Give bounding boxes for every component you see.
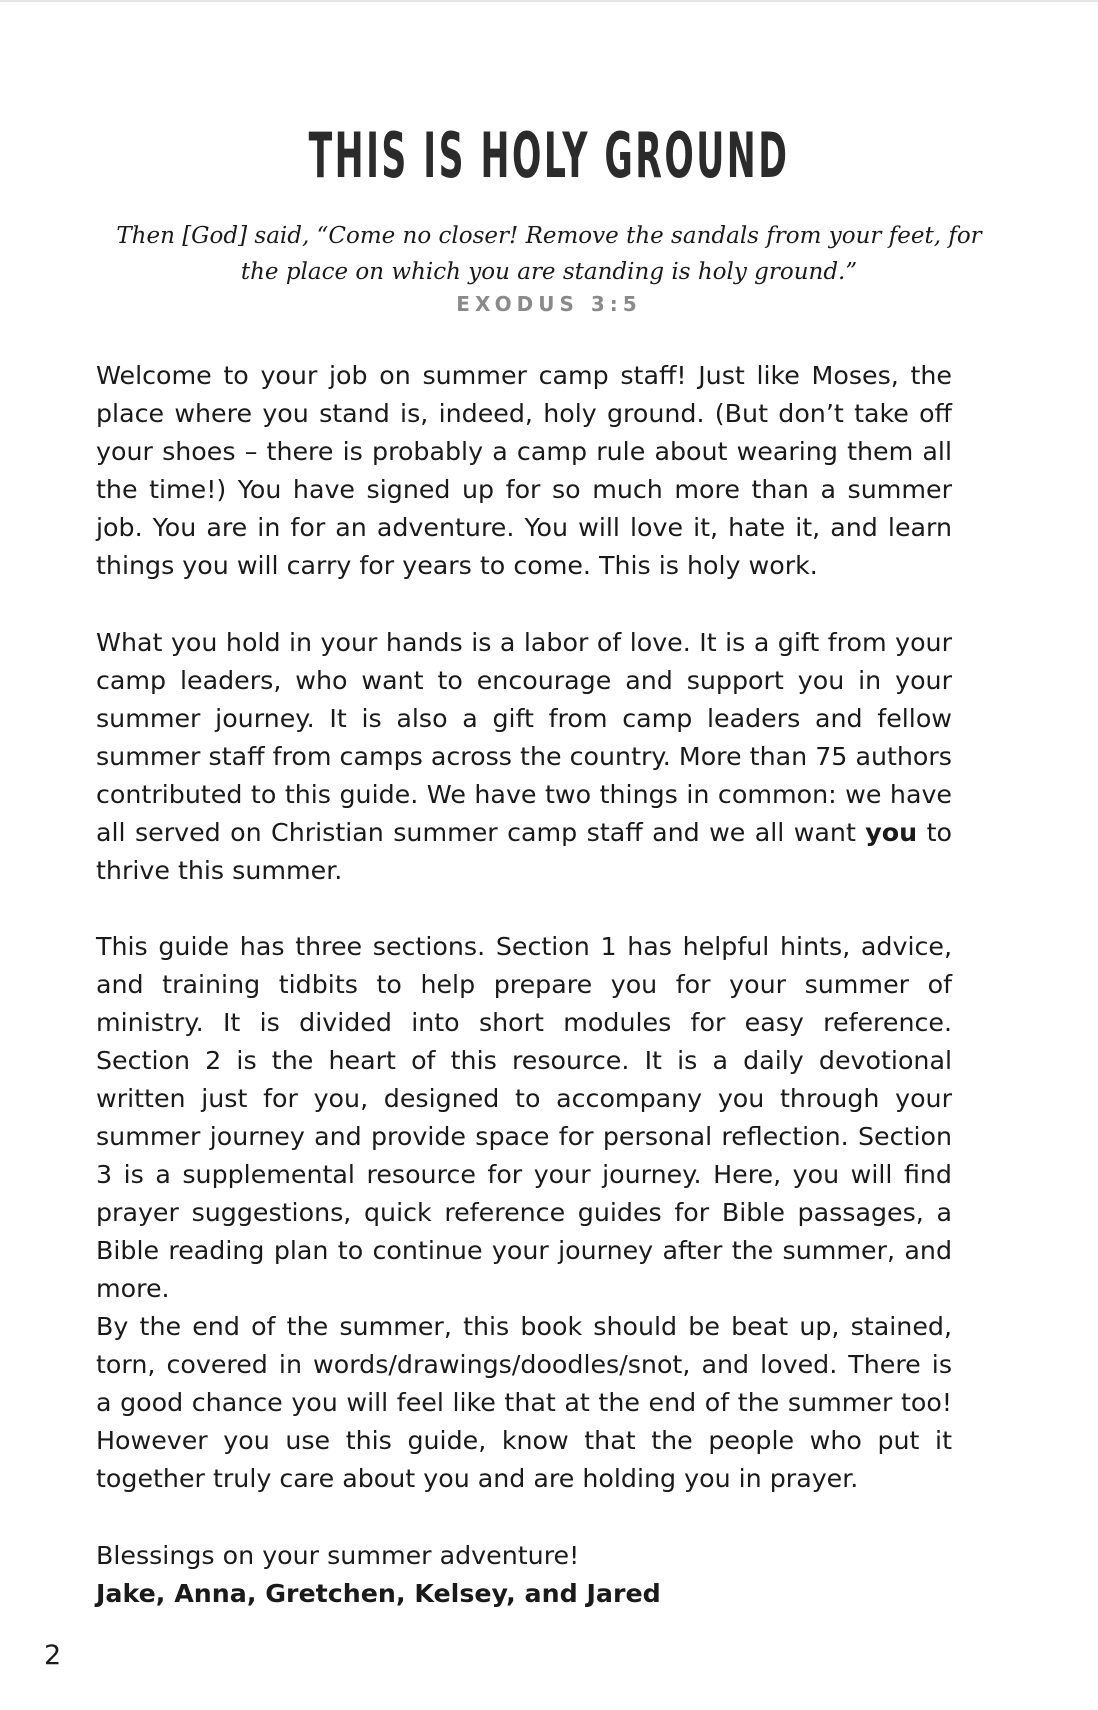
- paragraph-text: to thrive this summer.: [96, 818, 952, 885]
- closing-signature: Jake, Anna, Gretchen, Kelsey, and Jared: [96, 1579, 661, 1608]
- closing-block: [96, 1537, 952, 1613]
- top-border: [0, 0, 1098, 2]
- emphasis-you: you: [865, 818, 918, 847]
- paragraph-labor-of-love: [96, 624, 952, 890]
- closing-blessing: Blessings on your summer adventure!: [96, 1541, 580, 1570]
- epigraph-quote: Then [God] said, “Come no closer! Remove the sandals from your feet, for the place on which you are standing is holy ground.”: [116, 223, 982, 285]
- paragraph-guide-sections: This guide has three sections. Section 1 has helpful hints, advice, and training tidbits to help prepare you for your summer of ministry. It is divided into short modules for easy reference. Section 2 is the heart of this resource. It is a daily devotional written just for you, designed to accompany you through your summer journey and provide space for personal reflection. Section 3 is a supplemental resource for your journey. Here, you will find prayer suggestions, quick reference guides for Bible passages, a Bible reading plan to continue your journey after the summer, and more.: [96, 932, 952, 1303]
- paragraph-end-of-summer: By the end of the summer, this book should be beat up, stained, torn, covered in words/drawings/doodles/snot, and loved. There is a good chance you will feel like that at the end of the summer too! However you use this guide, know that the people who put it together truly care about you and are holding you in prayer.: [96, 1312, 952, 1493]
- page-number: 2: [44, 1640, 62, 1671]
- paragraph-welcome: Welcome to your job on summer camp staff! Just like Moses, the place where you stand is, indeed, holy ground. (But don’t take off your shoes – there is probably a camp rule about wearing them all the time!) You have signed up for so much more than a summer job. You are in for an adventure. You will love it, hate it, and learn things you will carry for years to come. This is holy work.: [96, 361, 952, 580]
- page-title: THIS IS HOLY GROUND: [308, 119, 790, 192]
- epigraph-reference: EXODUS 3:5: [456, 292, 642, 316]
- paragraph-text: What you hold in your hands is a labor of love. It is a gift from your camp leaders, who want to encourage and support you in your summer journey. It is also a gift from camp leaders and fellow summer staff from camps across the country. More than 75 authors contributed to this guide. We have two things in common: we have all served on Christian summer camp staff and we all want: [96, 628, 952, 847]
